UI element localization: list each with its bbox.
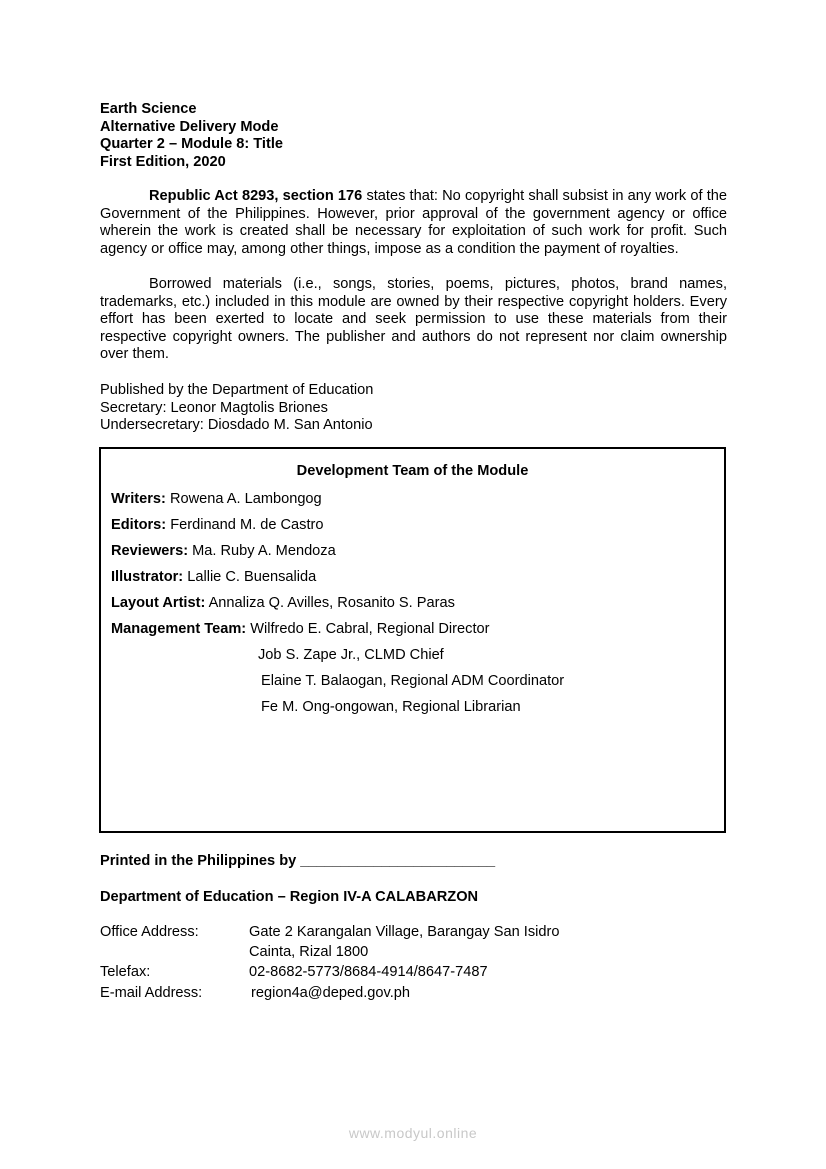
office-address-line1: Gate 2 Karangalan Village, Barangay San Isidro — [249, 924, 560, 940]
published-by: Published by the Department of Education — [100, 382, 374, 398]
republic-act-reference: Republic Act 8293, section 176 — [149, 188, 363, 204]
copyright-text: states that: No copyright shall subsist in any work of the Government of the Philippines. However, prior approval of the government agency or office wherein the work is created shall be necessary for exploitation of such work for profit. Such agency or office may, among other things, impose as a condition the payment of royalties. — [100, 188, 727, 257]
subject-title: Earth Science — [100, 101, 197, 117]
office-address-line2: Cainta, Rizal 1800 — [249, 944, 369, 960]
writers-value: Rowena A. Lambongog — [165, 491, 322, 507]
editors-label: Editors: — [111, 517, 167, 533]
writers-label: Writers: — [111, 491, 166, 507]
illustrator-value: Lallie C. Buensalida — [183, 569, 317, 585]
reviewers-value: Ma. Ruby A. Mendoza — [188, 543, 336, 559]
reviewers-row — [111, 542, 336, 560]
management-label: Management Team: — [111, 621, 247, 637]
region-heading: Department of Education – Region IV-A CALABARZON — [100, 889, 479, 905]
editors-value: Ferdinand M. de Castro — [166, 517, 324, 533]
illustrator-row — [111, 568, 316, 586]
undersecretary: Undersecretary: Diosdado M. San Antonio — [100, 417, 373, 433]
printed-by: Printed in the Philippines by ________________________ — [100, 853, 496, 869]
telefax-value: 02-8682-5773/8684-4914/8647-7487 — [249, 964, 488, 980]
layout-artist-row — [111, 594, 455, 612]
email-value: region4a@deped.gov.ph — [251, 985, 410, 1001]
delivery-mode: Alternative Delivery Mode — [100, 119, 279, 135]
management-member: Fe M. Ong-ongowan, Regional Librarian — [261, 699, 521, 715]
telefax-label: Telefax: — [100, 964, 151, 980]
development-team-box — [99, 447, 726, 833]
management-member: Job S. Zape Jr., CLMD Chief — [258, 647, 444, 663]
borrowed-materials-paragraph: Borrowed materials (i.e., songs, stories, poems, pictures, photos, brand names, trademarks, etc.) included in this module are owned by their respective copyright holders. Every effort has been exerted to locate and seek permission to use these materials from their respective copyright owners. The publisher and authors do not represent nor claim ownership over them. — [100, 276, 727, 363]
illustrator-label: Illustrator: — [111, 569, 184, 585]
office-address-label: Office Address: — [100, 924, 199, 940]
layout-artist-label: Layout Artist: — [111, 595, 206, 611]
management-member: Elaine T. Balaogan, Regional ADM Coordinator — [261, 673, 565, 689]
reviewers-label: Reviewers: — [111, 543, 189, 559]
email-label: E-mail Address: — [100, 985, 203, 1001]
writers-row — [111, 490, 322, 508]
secretary: Secretary: Leonor Magtolis Briones — [100, 400, 328, 416]
management-member: Wilfredo E. Cabral, Regional Director — [250, 621, 490, 637]
copyright-paragraph — [100, 188, 727, 258]
management-row — [111, 620, 489, 638]
layout-artist-value: Annaliza Q. Avilles, Rosanito S. Paras — [205, 595, 455, 611]
edition: First Edition, 2020 — [100, 154, 226, 170]
module-title: Quarter 2 – Module 8: Title — [100, 136, 284, 152]
watermark: www.modyul.online — [348, 1125, 478, 1141]
team-title: Development Team of the Module — [296, 463, 529, 479]
editors-row — [111, 516, 324, 534]
